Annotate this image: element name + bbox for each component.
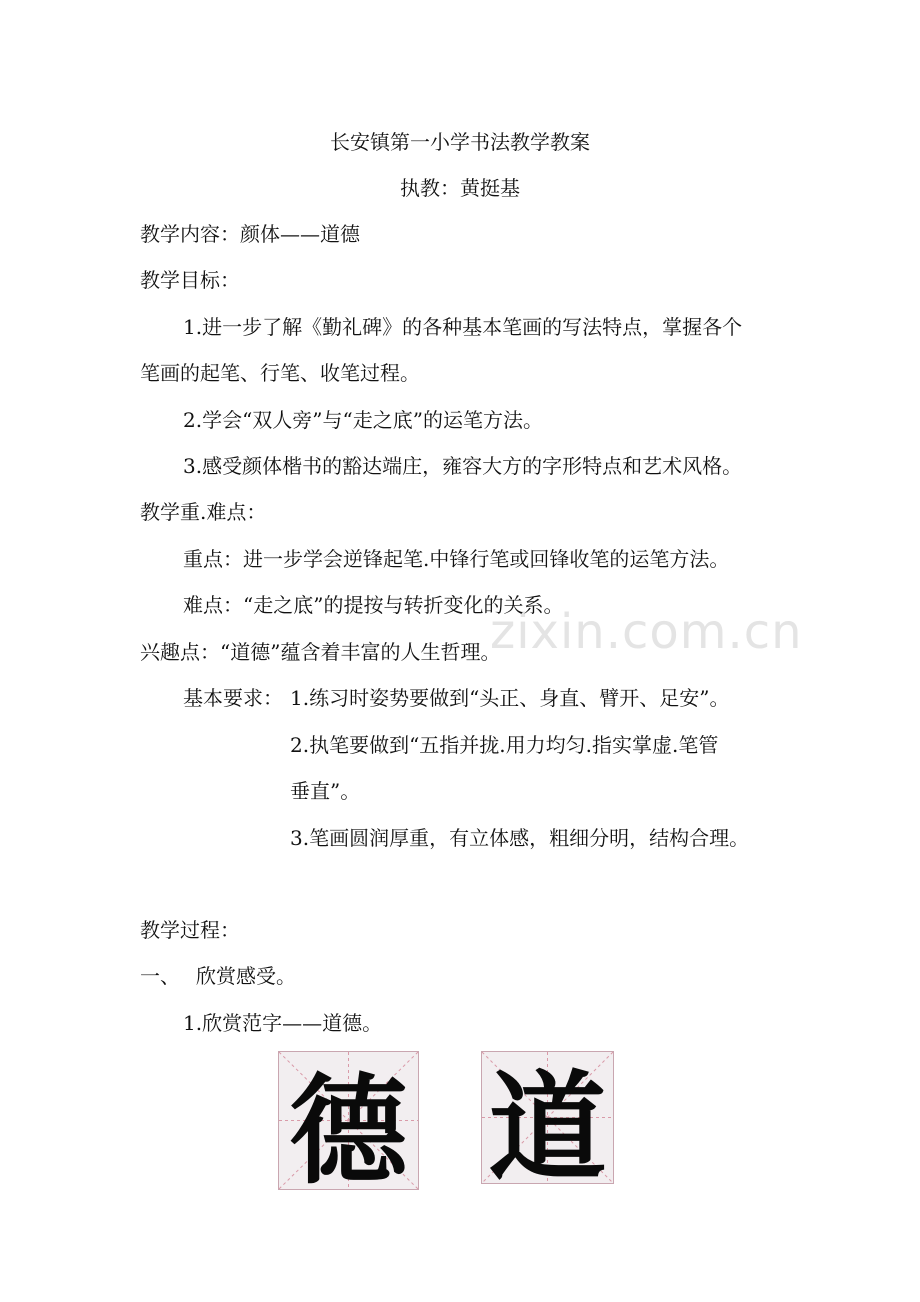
requirement-2-line-2: 垂直”。 <box>290 779 361 803</box>
goal-2: 2.学会“双人旁”与“走之底”的运笔方法。 <box>183 408 543 432</box>
calligraphy-char-dao: 道 <box>488 1057 607 1184</box>
requirements-label: 基本要求： <box>183 686 283 710</box>
document-title: 长安镇第一小学书法教学教案 <box>330 130 590 154</box>
requirement-1: 1.练习时姿势要做到“头正、身直、臂开、足安”。 <box>290 686 730 710</box>
calligraphy-sample-dao <box>481 1051 614 1184</box>
key-points-heading: 教学重.难点： <box>140 500 267 524</box>
teacher-name: 执教：黄挺基 <box>400 176 520 200</box>
process-heading: 教学过程： <box>140 918 240 942</box>
goal-1-line-1: 1.进一步了解《勤礼碑》的各种基本笔画的写法特点，掌握各个 <box>183 315 743 339</box>
section-1-title: 欣赏感受。 <box>196 964 296 988</box>
requirement-2-line-1: 2.执笔要做到“五指并拢.用力均匀.指实掌虚.笔管 <box>290 733 719 757</box>
key-point: 重点：进一步学会逆锋起笔.中锋行笔或回锋收笔的运笔方法。 <box>183 547 730 571</box>
goal-3: 3.感受颜体楷书的豁达端庄，雍容大方的字形特点和艺术风格。 <box>183 454 743 478</box>
calligraphy-char-de: 德 <box>289 1060 408 1190</box>
difficult-point: 难点：“走之底”的提按与转折变化的关系。 <box>183 593 564 617</box>
calligraphy-sample-de <box>278 1051 419 1190</box>
watermark: zixin.com.cn <box>490 604 803 660</box>
section-1-item-1: 1.欣赏范字——道德。 <box>183 1011 383 1035</box>
teaching-content: 教学内容：颜体——道德 <box>140 222 360 246</box>
requirement-3: 3.笔画圆润厚重，有立体感，粗细分明，结构合理。 <box>290 826 750 850</box>
section-1-number: 一、 <box>140 964 180 988</box>
goals-heading: 教学目标： <box>140 268 240 292</box>
goal-1-line-2: 笔画的起笔、行笔、收笔过程。 <box>140 361 420 385</box>
interest-point: 兴趣点：“道德”蕴含着丰富的人生哲理。 <box>140 640 501 664</box>
